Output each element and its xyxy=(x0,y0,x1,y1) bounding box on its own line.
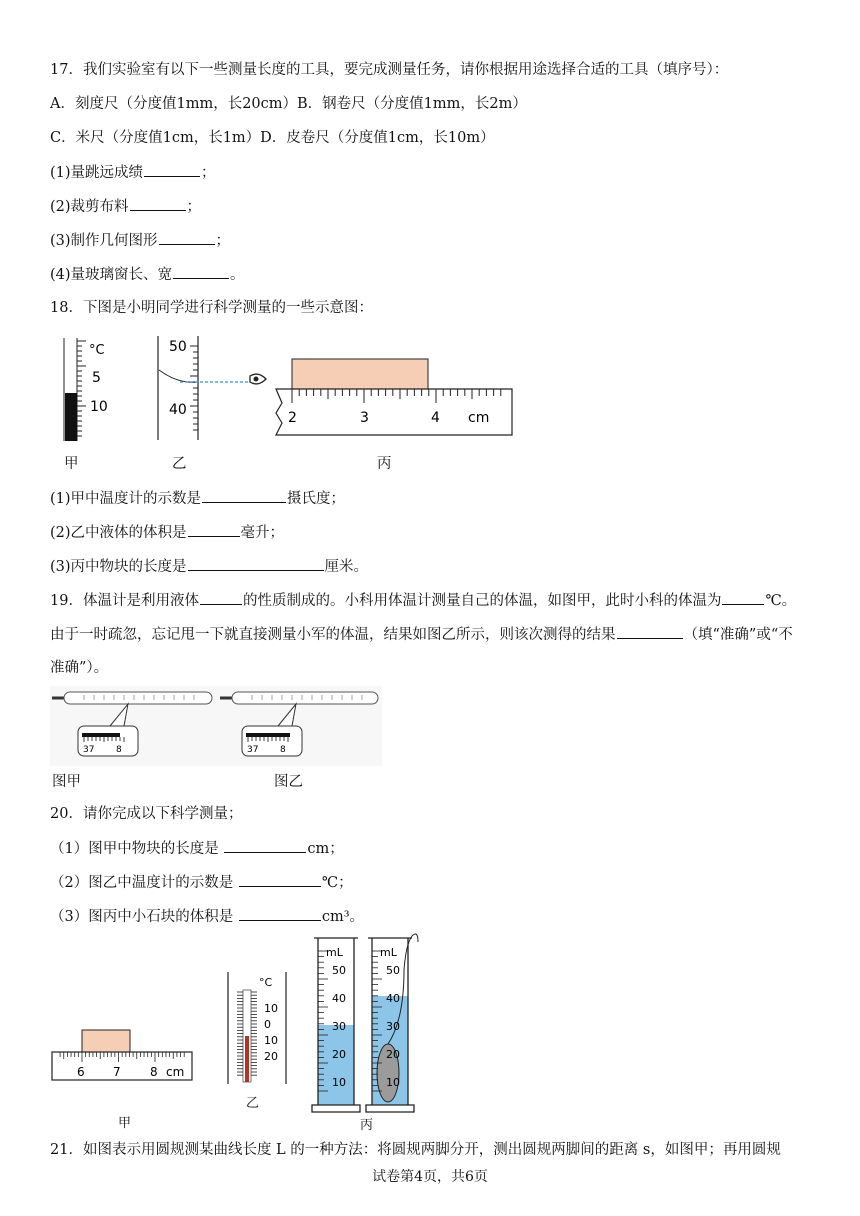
tick-label: 50 xyxy=(169,339,187,355)
figure-caption: 图甲 xyxy=(52,774,81,790)
q18-part3-text: (3)丙中物块的长度是 xyxy=(50,559,187,575)
q20-part3-text: （3）图丙中小石块的体积是 xyxy=(50,909,234,925)
q17-stem: 17．我们实验室有以下一些测量长度的工具，要完成测量任务，请你根据用途选择合适的工具（填序号）： xyxy=(50,62,729,78)
eye-pupil xyxy=(254,377,259,382)
figure-caption: 甲 xyxy=(64,456,79,472)
answer-blank xyxy=(130,196,186,211)
q17-part4-text: (4)量玻璃窗长、宽 xyxy=(50,267,173,283)
answer-blank xyxy=(239,872,321,887)
thermometer-liquid-column xyxy=(65,393,77,441)
figure-caption: 乙 xyxy=(172,456,187,472)
tick-label: 6 xyxy=(77,1065,85,1079)
thermometer-body xyxy=(232,692,378,704)
q19-line1 xyxy=(50,590,796,611)
q17-part3 xyxy=(50,230,230,251)
q19-text-b: 的性质制成的。小科用体温计测量自己的体温，如图甲，此时小科的体温为 xyxy=(242,593,722,609)
answer-blank xyxy=(188,556,324,571)
tick-label: 10 xyxy=(90,399,108,415)
q18-stem: 18．下图是小明同学进行科学测量的一些示意图： xyxy=(50,300,373,316)
q19-text-a: 19．体温计是利用液体 xyxy=(50,593,199,609)
q17-part4 xyxy=(50,264,245,285)
q18-part1-unit: 摄氏度； xyxy=(287,491,346,507)
q17-part1 xyxy=(50,162,216,183)
q20-stem: 20．请你完成以下科学测量； xyxy=(50,806,243,822)
answer-blank xyxy=(202,488,286,503)
answer-blank xyxy=(159,230,215,245)
figure-caption: 丙 xyxy=(377,456,392,472)
q18-part2-text: (2)乙中液体的体积是 xyxy=(50,525,187,541)
cylinder-1-water xyxy=(318,1025,354,1105)
mercury-column xyxy=(82,733,120,737)
q18-part1 xyxy=(50,488,345,509)
tick-label: 8 xyxy=(150,1065,158,1079)
answer-blank xyxy=(173,264,229,279)
q19-text-c: ℃。 xyxy=(765,593,797,609)
answer-blank xyxy=(239,906,321,921)
q20-thermometer-figure xyxy=(224,970,294,1086)
unit-label: cm xyxy=(166,1065,185,1079)
q21-text: 21．如图表示用圆规测某曲线长度 L 的一种方法：将圆规两脚分开，测出圆规两脚间的距离 s，如图甲；再用圆规 xyxy=(50,1142,781,1158)
q17-part2 xyxy=(50,196,201,217)
graduated-cylinder-1 xyxy=(312,938,360,1112)
tick-label: 40 xyxy=(386,992,400,1005)
q20-part3 xyxy=(50,906,364,927)
wood-block xyxy=(82,1030,130,1052)
q20-part1 xyxy=(50,838,344,859)
q20-ruler-figure xyxy=(50,1028,196,1084)
thermometer-body xyxy=(64,692,212,704)
answer-blank xyxy=(617,624,683,639)
q19-line3: 准确”）。 xyxy=(50,660,109,676)
q18-thermometer-figure xyxy=(50,335,120,447)
tick-label: 20 xyxy=(332,1048,346,1061)
thermometer-frame xyxy=(228,972,286,1084)
answer-blank xyxy=(722,590,764,605)
tick-label: 3 xyxy=(360,410,369,426)
q18-part1-text: (1)甲中温度计的示数是 xyxy=(50,491,202,507)
semicolon: ； xyxy=(186,199,202,215)
tick-label: 30 xyxy=(386,1020,400,1033)
period: 。 xyxy=(230,267,245,283)
answer-blank xyxy=(188,522,240,537)
q17-options-ab: A．刻度尺（分度值1mm，长20cm）B．钢卷尺（分度值1mm，长2m） xyxy=(50,96,527,112)
q19-text-e: （填“准确”或“不 xyxy=(683,627,793,643)
q18-cylinder-figure xyxy=(150,332,280,444)
q20-part1-text: （1）图甲中物块的长度是 xyxy=(50,841,219,857)
q19-text-d: 由于一时疏忽，忘记甩一下就直接测量小军的体温，结果如图乙所示，则该次测得的结果 xyxy=(50,627,616,643)
tick-label: 2 xyxy=(288,410,297,426)
tick-label: 4 xyxy=(431,410,440,426)
answer-blank xyxy=(224,838,306,853)
tick-label: 40 xyxy=(332,992,346,1005)
q18-part3 xyxy=(50,556,368,577)
tick-label: 20 xyxy=(264,1050,278,1063)
q18-ruler-figure xyxy=(272,355,514,437)
q20-part1-unit: cm； xyxy=(307,841,344,857)
q20-cylinders-figure xyxy=(308,930,432,1116)
figure-caption: 乙 xyxy=(246,1096,260,1111)
cylinder-scale xyxy=(190,346,198,430)
q17-part2-text: (2)裁剪布料 xyxy=(50,199,129,215)
zoom-label-8: 8 xyxy=(116,745,122,755)
tick-label: 50 xyxy=(386,964,400,977)
tick-label: 0 xyxy=(264,1018,271,1031)
answer-blank xyxy=(200,590,242,605)
tick-label: 10 xyxy=(386,1076,400,1089)
zoom-label-37: 37 xyxy=(247,745,259,755)
q20-part2 xyxy=(50,872,353,893)
q19-thermometer-jia xyxy=(50,686,218,768)
figure-caption: 丙 xyxy=(360,1118,374,1133)
q20-part3-unit: cm³。 xyxy=(321,909,365,925)
q18-part2 xyxy=(50,522,284,543)
figure-caption: 图乙 xyxy=(274,774,303,790)
q19-line2 xyxy=(50,624,793,645)
tick-label: 10 xyxy=(332,1076,346,1089)
semicolon: ； xyxy=(201,165,216,181)
page-footer: 试卷第4页，共6页 xyxy=(372,1169,488,1185)
cylinder-unit: mL xyxy=(326,946,343,959)
answer-blank xyxy=(144,162,200,177)
mercury-column xyxy=(245,1036,249,1082)
zoom-label-37: 37 xyxy=(83,745,95,755)
q18-part2-unit: 毫升； xyxy=(240,525,285,541)
q17-options-cd: C．米尺（分度值1cm，长1m）D．皮卷尺（分度值1cm，长10m） xyxy=(50,130,495,146)
tick-label: 10 xyxy=(264,1034,278,1047)
unit-label: °C xyxy=(259,976,273,989)
tick-label: 10 xyxy=(264,1002,278,1015)
mercury-column xyxy=(246,733,290,737)
q17-part1-text: (1)量跳远成绩 xyxy=(50,165,144,181)
tick-label: 30 xyxy=(332,1020,346,1033)
q19-thermometer-yi xyxy=(218,686,382,768)
tick-label: 7 xyxy=(113,1065,121,1079)
tick-label: 5 xyxy=(92,370,101,386)
q17-part3-text: (3)制作几何图形 xyxy=(50,233,158,249)
tick-label: 20 xyxy=(386,1048,400,1061)
cylinder-unit: mL xyxy=(380,946,397,959)
zoom-label-8: 8 xyxy=(280,745,286,755)
unit-label: cm xyxy=(468,410,490,426)
q20-part2-unit: ℃； xyxy=(321,875,353,891)
tick-label: 40 xyxy=(169,402,187,418)
q20-part2-text: （2）图乙中温度计的示数是 xyxy=(50,875,234,891)
tick-label: 50 xyxy=(332,964,346,977)
unit-label: °C xyxy=(89,343,105,358)
semicolon: ； xyxy=(215,233,231,249)
figure-caption: 甲 xyxy=(118,1116,132,1131)
wood-block xyxy=(292,359,428,389)
q18-part3-unit: 厘米。 xyxy=(324,559,369,575)
